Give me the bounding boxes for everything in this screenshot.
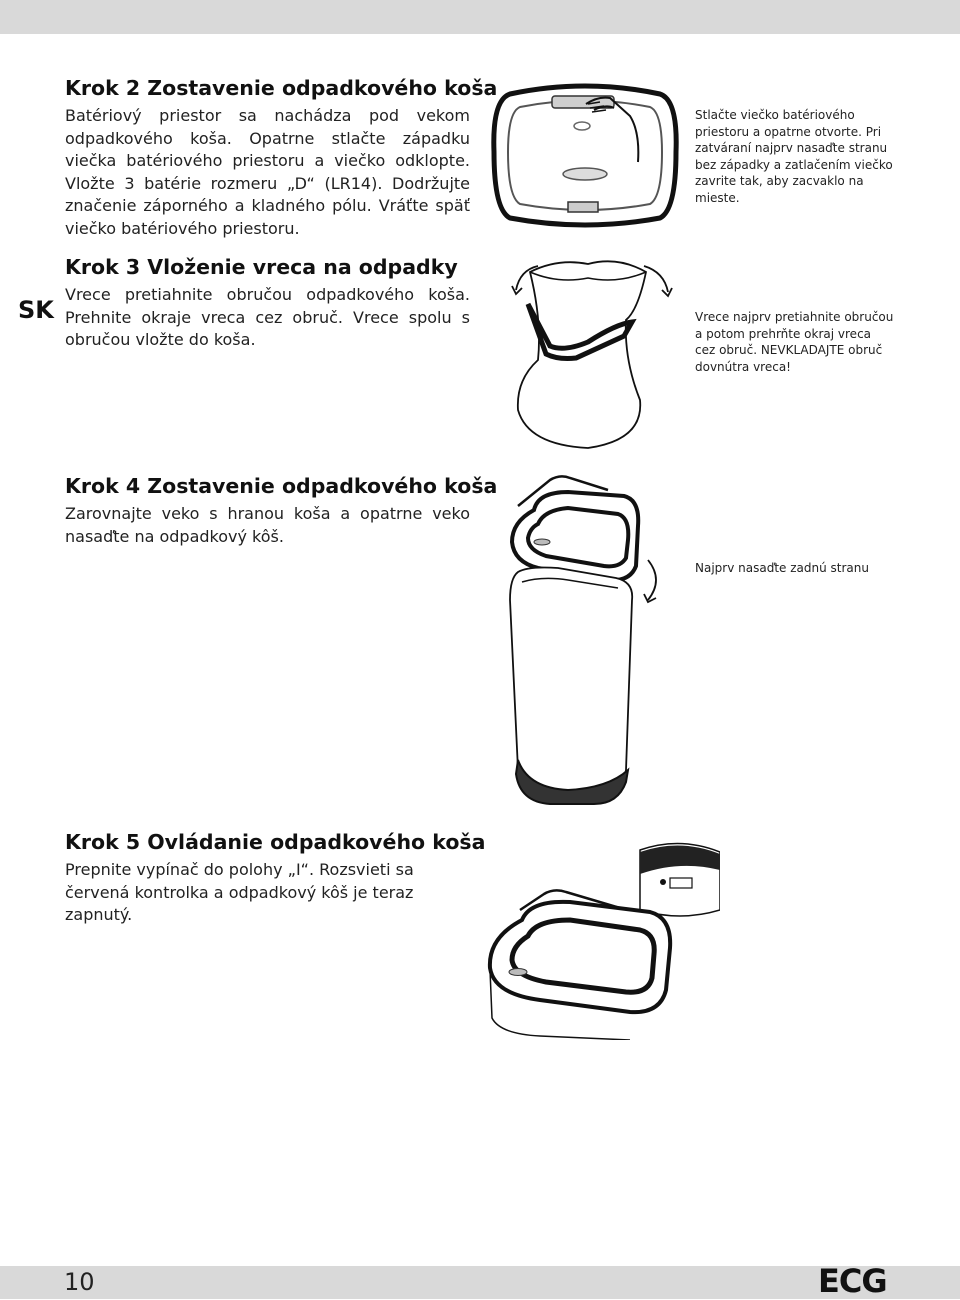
- step-4-title: Krok 4 Zostavenie odpadkového koša: [65, 474, 498, 498]
- step-3-title: Krok 3 Vloženie vreca na odpadky: [65, 255, 458, 279]
- brand-logo: ECG: [818, 1262, 887, 1300]
- page-number: 10: [64, 1268, 95, 1296]
- step-3-text: Vrece pretiahnite obručou odpadkového koša. Prehnite okraje vreca cez obruč. Vrece spolu s obručou vložte do koša.: [65, 285, 470, 349]
- step-5-title: Krok 5 Ovládanie odpadkového koša: [65, 830, 486, 854]
- step-2-text: Batériový priestor sa nachádza pod vekom odpadkového koša. Opatrne stlačte západku viečka batériového priestoru a viečko odklopte. Vložte 3 batérie rozmeru „D“ (LR14). Dodržujte značenie záporného a kladného pólu. Vráťte späť viečko batériového priestoru.: [65, 106, 470, 238]
- step-3-note: Vrece najprv pretiahnite obručou a potom prehrňte okraj vreca cez obruč. NEVKLADAJTE obruč dovnútra vreca!: [695, 310, 894, 374]
- step-2-title: Krok 2 Zostavenie odpadkového koša: [65, 76, 498, 100]
- bag-and-ring-illustration: [498, 250, 678, 460]
- language-tab: SK: [18, 296, 54, 324]
- step-5-text: Prepnite vypínač do polohy „I“. Rozsvieti sa červená kontrolka a odpadkový kôš je teraz zapnutý.: [65, 860, 414, 924]
- header-bar: [0, 0, 960, 34]
- lid-assembly-illustration: [498, 470, 668, 810]
- step-2-note: Stlačte viečko batériového priestoru a opatrne otvorte. Pri zatváraní najprv nasaďte stranu bez západky a zatlačením viečko zavrite tak, aby zacvaklo na mieste.: [695, 108, 893, 205]
- step-4-text: Zarovnajte veko s hranou koša a opatrne veko nasaďte na odpadkový kôš.: [65, 504, 470, 546]
- power-switch-illustration: [480, 830, 720, 1040]
- footer-bar: [0, 1266, 960, 1299]
- step-4-note: Najprv nasaďte zadnú stranu: [695, 561, 869, 575]
- battery-compartment-illustration: [490, 82, 680, 232]
